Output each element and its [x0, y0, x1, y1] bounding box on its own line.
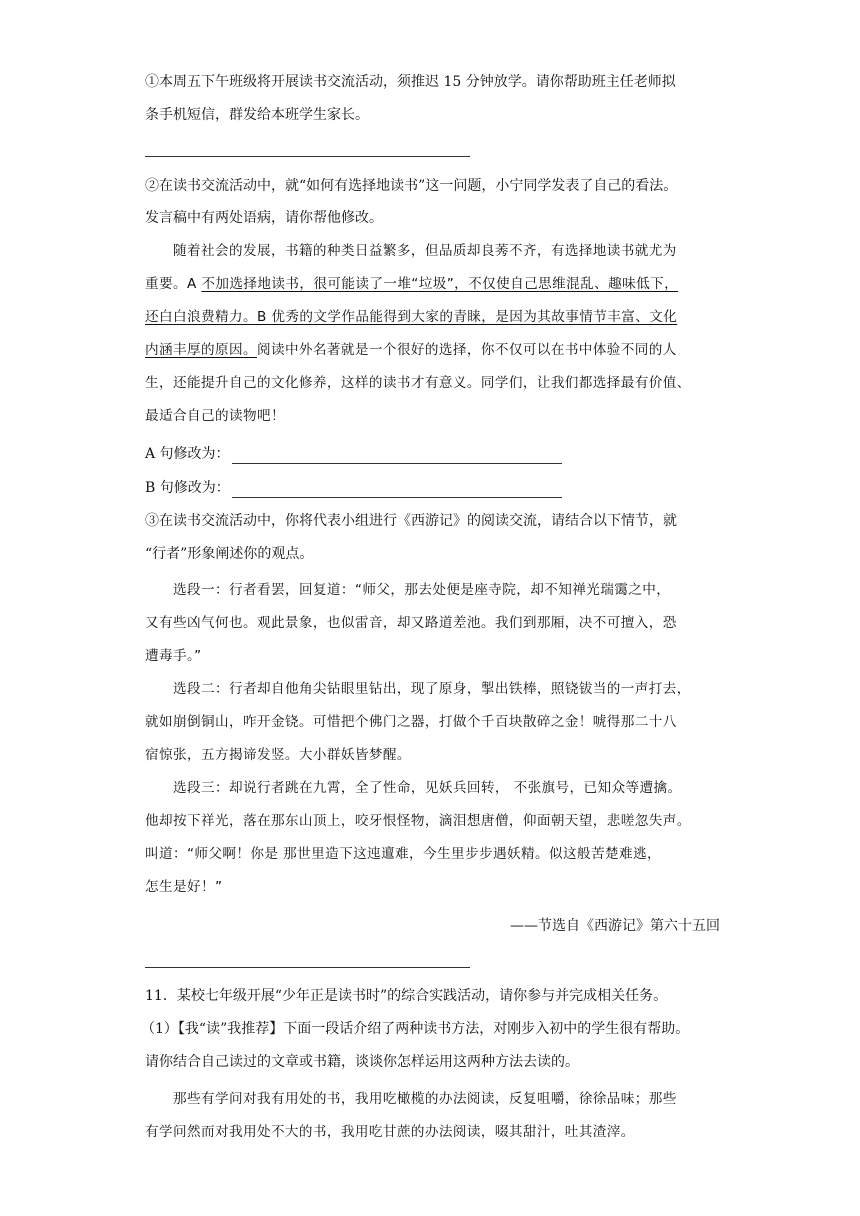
speech-line-5: 生，还能提升自己的文化修养，这样的读书才有意义。同学们，让我们都选择最有价值、 — [145, 375, 691, 391]
sentence-b-answer-row — [145, 478, 562, 498]
q2-line-2: 发言稿中有两处语病，请你帮他修改。 — [145, 210, 383, 226]
q11-part1-line-1: （1）【我“读”我推荐】下面一段话介绍了两种读书方法，对刚步入初中的学生很有帮助。 — [141, 1021, 690, 1037]
speech-text: 重要。A — [145, 276, 202, 292]
sentence-a-underlined: 不加选择地读书，很可能读了一堆“垃圾”，不仅使自己思维混乱、趣味低下， — [201, 276, 679, 292]
q1-line-2: 条手机短信，群发给本班学生家长。 — [145, 107, 369, 123]
q3-line-1: ③在读书交流活动中，你将代表小组进行《西游记》的阅读交流，请结合以下情节，就 — [145, 513, 677, 529]
excerpt-3-line-3: 叫道：“师父啊！你是 那世里造下这迍邅难，今生里步步遇妖精。似这般苦楚难逃， — [145, 846, 661, 862]
sentence-a-answer-blank[interactable] — [232, 449, 562, 464]
speech-line-2 — [145, 274, 678, 294]
q1-line-1: ①本周五下午班级将开展读书交流活动，须推迟 15 分钟放学。请你帮助班主任老师拟 — [145, 74, 676, 90]
excerpt-2-line-2: 就如崩倒铜山，咋开金铙。可惜把个佛门之器，打做个千百块散碎之金！唬得那二十八 — [145, 714, 677, 730]
excerpt-3-line-1: 选段三：却说行者跳在九霄，全了性命，见妖兵回转， 不张旗号，已知众等遭擒。 — [173, 780, 682, 796]
excerpt-3-line-4: 怎生是好！” — [145, 879, 223, 895]
sentence-b-underlined-end: 内涵丰厚的原因。 — [145, 342, 257, 358]
sentence-a-label: A 句修改为： — [145, 446, 230, 462]
q11-line-1: 11．某校七年级开展“少年正是读书时”的综合实践活动，请你参与并完成相关任务。 — [145, 988, 668, 1004]
excerpt-1-line-2: 又有些凶气何也。观此景象，也似雷音，却又路道差池。我们到那厢，决不可擅入，恐 — [145, 615, 677, 631]
speech-text: 阅读中外名著就是一个很好的选择，你不仅可以在书中体验不同的人 — [256, 342, 677, 358]
excerpt-1-line-1: 选段一：行者看罢，回复道：“师父，那去处便是座寺院，却不知禅光瑞霭之中， — [173, 582, 671, 598]
q11-part1-line-2: 请你结合自己读过的文章或书籍，谈谈你怎样运用这两种方法去读的。 — [145, 1054, 579, 1070]
speech-line-6: 最适合自己的读物吧！ — [145, 408, 285, 424]
excerpt-1-line-3: 遭毒手。” — [145, 648, 202, 664]
q3-line-2: “行者”形象阐述你的观点。 — [145, 546, 314, 562]
answer-line-q3[interactable] — [145, 967, 470, 968]
speech-line-3 — [145, 307, 677, 327]
speech-line-4 — [145, 340, 677, 360]
excerpt-2-line-1: 选段二：行者却自他角尖钻眼里钻出，现了原身，掣出铁棒，照铙钹当的一声打去， — [173, 681, 691, 697]
sentence-b-underlined: 还白白浪费精力。B 优秀的文学作品能得到大家的青睐，是因为其故事情节丰富、文化 — [145, 309, 678, 325]
quote-line-2: 有学问然而对我用处不大的书，我用吃甘蔗的办法阅读，啜其甜汁，吐其渣滓。 — [145, 1124, 635, 1140]
sentence-b-answer-blank[interactable] — [232, 483, 562, 498]
quote-line-1: 那些有学问对我有用处的书，我用吃橄榄的办法阅读，反复咀嚼，徐徐品味；那些 — [173, 1091, 677, 1107]
speech-line-1: 随着社会的发展，书籍的种类日益繁多，但品质却良莠不齐，有选择地读书就尤为 — [173, 243, 677, 259]
excerpt-2-line-3: 宿惊张，五方揭谛发竖。大小群妖皆梦醒。 — [145, 747, 411, 763]
answer-line-q1[interactable] — [145, 156, 470, 157]
q2-line-1: ②在读书交流活动中，就“如何有选择地读书”这一问题，小宁同学发表了自己的看法。 — [145, 178, 678, 194]
sentence-b-label: B 句修改为： — [145, 480, 230, 496]
sentence-a-answer-row — [145, 444, 562, 464]
excerpt-source: ——节选自《西游记》第六十五回 — [510, 918, 720, 934]
excerpt-3-line-2: 他却按下祥光，落在那东山顶上，咬牙恨怪物，滴泪想唐僧，仰面朝天望，悲嗟忽失声。 — [145, 813, 691, 829]
